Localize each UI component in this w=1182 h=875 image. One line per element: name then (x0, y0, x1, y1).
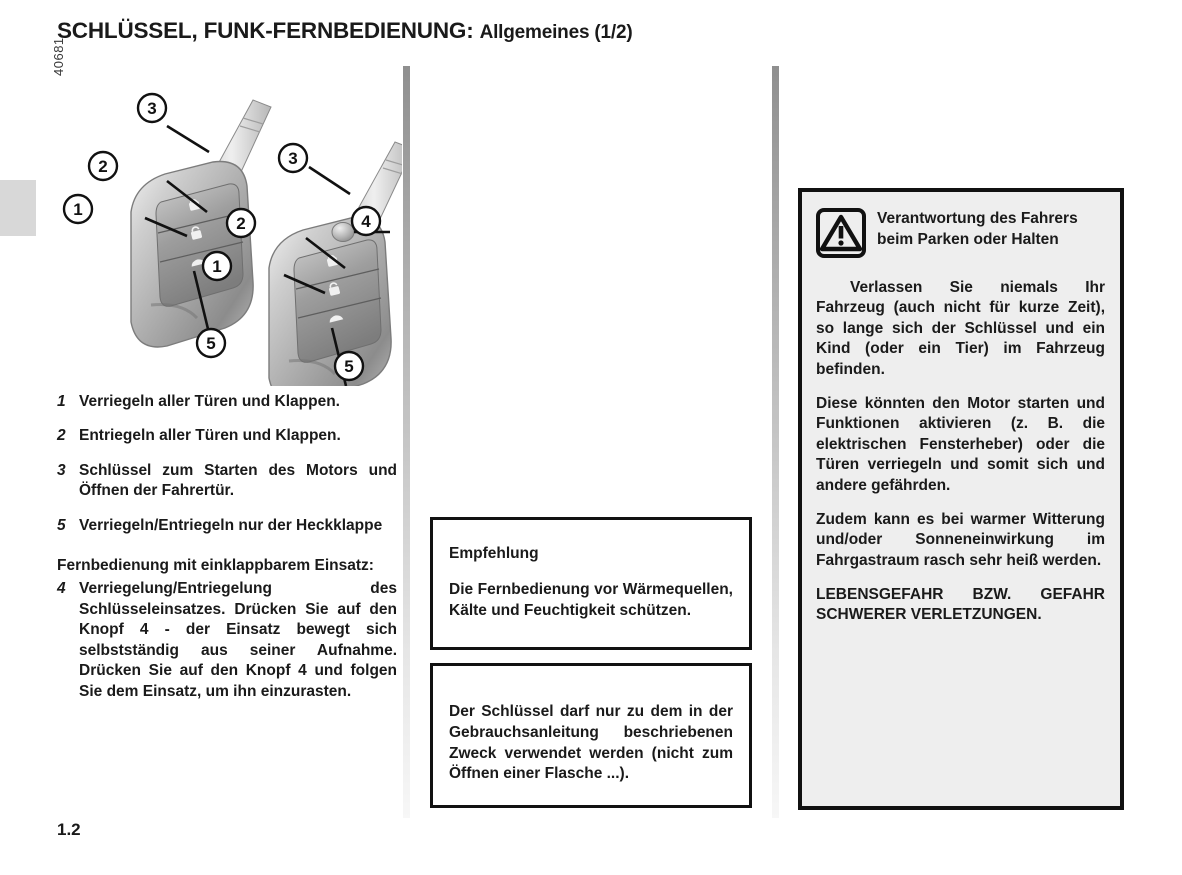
list-item-text: Verriegeln/Entriegeln nur der Heckklappe (79, 516, 383, 534)
page-title-main: SCHLÜSSEL, FUNK-FERNBEDIENUNG: (57, 18, 474, 43)
warning-paragraph-3: Zudem kann es bei warmer Witterung und/oder Sonneneinwirkung im Fahrgastraum rasch sehr heiß werden. (816, 510, 1105, 569)
svg-text:5: 5 (206, 334, 216, 353)
left-text-column (57, 392, 397, 716)
chapter-tab-marker (0, 180, 36, 236)
list-item-number: 3 (57, 461, 66, 479)
svg-text:3: 3 (288, 149, 298, 168)
svg-text:1: 1 (212, 257, 222, 276)
callout-5-right (335, 352, 363, 380)
page-title-sub: Allgemeines (1/2) (479, 22, 633, 43)
column-separator-left (403, 66, 410, 818)
remote-with-folding-insert-heading: Fernbedienung mit einklappbarem Einsatz: (57, 557, 374, 575)
callout-5-left (197, 329, 225, 357)
warning-paragraph-1: Verlassen Sie niemals Ihr Fahrzeug (auch nicht für kurze Zeit), so lange sich der Schlüssel und ein Kind (oder ein Tier) im Fahrzeug befinden. (816, 278, 1105, 379)
page-title (57, 18, 632, 44)
recommendation-box (430, 517, 752, 650)
recommendation-box-text: Die Fernbedienung vor Wärmequellen, Kälte und Feuchtigkeit schützen. (449, 580, 733, 619)
list-item-text: Schlüssel zum Starten des Motors und Öffnen der Fahrertür. (79, 461, 397, 500)
svg-text:3: 3 (147, 99, 157, 118)
svg-text:5: 5 (344, 357, 354, 376)
page-number: 1.2 (57, 820, 81, 839)
warning-triangle-icon (816, 208, 866, 265)
svg-text:4: 4 (361, 212, 371, 231)
key-figure (51, 37, 402, 386)
svg-text:2: 2 (98, 157, 108, 176)
svg-text:1: 1 (73, 200, 83, 219)
callout-1-right (203, 252, 231, 280)
key-fob-right (269, 142, 402, 386)
callout-2-right (227, 209, 255, 237)
callout-3-right (279, 144, 307, 172)
warning-paragraph-2: Diese könnten den Motor starten und Funktionen aktivieren (z. B. die elektrischen Fensterheber) oder die Türen verriegeln und somit sich und andere gefährden. (816, 394, 1105, 495)
release-button-knob (332, 223, 354, 242)
column-separator-right (772, 66, 779, 818)
list-item (57, 461, 397, 502)
list-item (57, 392, 397, 412)
driver-responsibility-warning-box (798, 188, 1124, 810)
warning-header (816, 206, 1105, 265)
list-item-number: 1 (57, 393, 66, 410)
callout-3-left (138, 94, 166, 122)
key-usage-note-text: Der Schlüssel darf nur zu dem in der Gebrauchsanleitung beschriebenen Zweck verwendet werden (nicht zum Öffnen einer Flasche ...). (449, 703, 733, 783)
callout-2-left (89, 152, 117, 180)
warning-paragraph-danger: LEBENSGEFAHR BZW. GEFAHR SCHWERER VERLETZUNGEN. (816, 585, 1105, 624)
callout-1-left (64, 195, 92, 223)
list-item-text: Verriegelung/Entriegelung des Schlüsseleinsatzes. Drücken Sie auf den Knopf 4 - der Einsatz bewegt sich selbstständig aus seiner Aufnahme. Drücken Sie auf den Knopf 4 und folgen Sie dem Einsatz, um ihn einzurasten. (79, 580, 397, 700)
list-item-text: Entriegeln aller Türen und Klappen. (79, 427, 341, 445)
list-item-4 (57, 579, 397, 702)
list-item-number: 5 (57, 516, 66, 534)
figure-id-label: 40681 (51, 37, 66, 76)
key-fobs-illustration (57, 66, 402, 386)
list-item-text: Verriegeln aller Türen und Klappen. (79, 393, 340, 410)
list-item-number: 2 (57, 427, 66, 445)
list-item-number: 4 (57, 580, 66, 598)
recommendation-box-title: Empfehlung (449, 545, 539, 562)
callout-4-right (352, 207, 380, 235)
warning-title: Verantwortung des Fahrers beim Parken oder Halten (877, 210, 1078, 248)
list-item (57, 426, 397, 446)
key-usage-note-box (430, 663, 752, 808)
list-item (57, 516, 397, 536)
svg-text:2: 2 (236, 214, 246, 233)
